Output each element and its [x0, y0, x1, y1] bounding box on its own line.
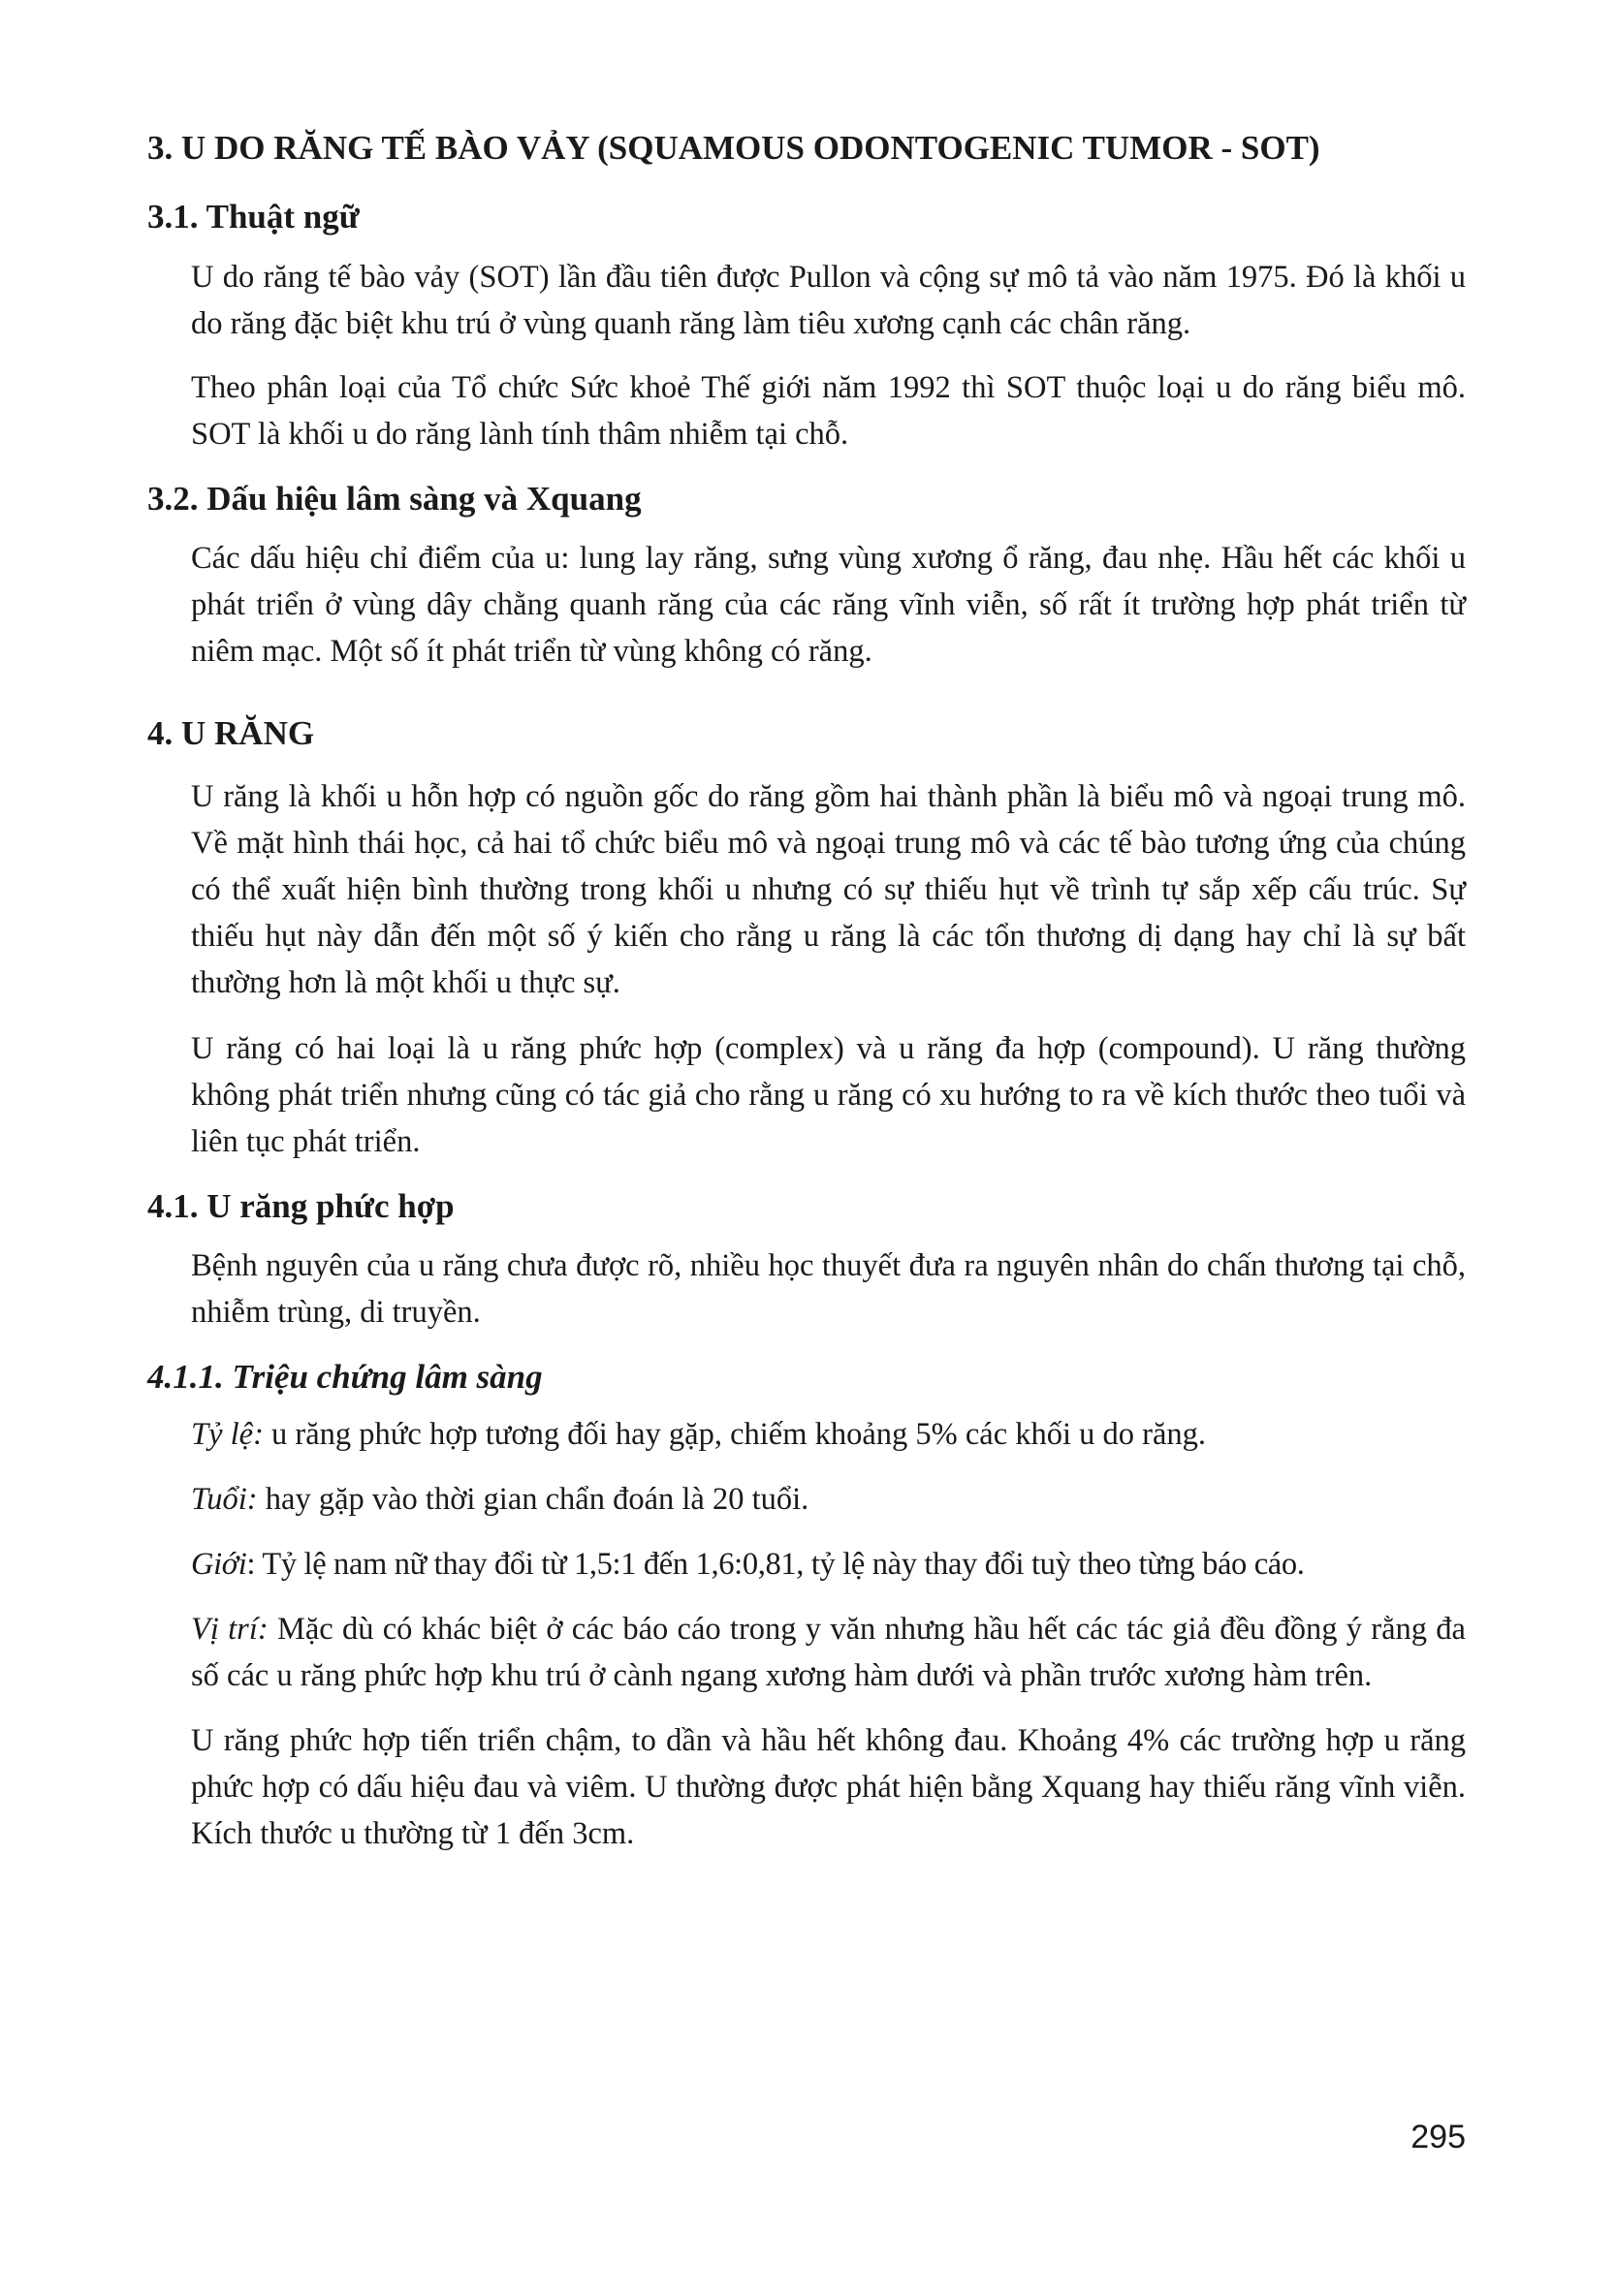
item-lead: Tỷ lệ: [191, 1417, 264, 1452]
symptom-item-age [147, 1476, 1466, 1523]
page-content [147, 128, 1466, 1857]
symptom-item-rate [147, 1411, 1466, 1458]
paragraph: Theo phân loại của Tổ chức Sức khoẻ Thế giới năm 1992 thì SOT thuộc loại u do răng biểu mô. SOT là khối u do răng lành tính thâm nhiễm tại chỗ. [191, 370, 1466, 452]
symptom-item-location [147, 1606, 1466, 1699]
subsubsection-4-1-1-heading: 4.1.1. Triệu chứng lâm sàng [147, 1358, 543, 1396]
paragraph: U răng phức hợp tiến triển chậm, to dần và hầu hết không đau. Khoảng 4% các trường hợp u răng phức hợp có dấu hiệu đau và viêm. U thường được phát hiện bằng Xquang hay thiếu răng vĩnh viễn. Kích thước u thường từ 1 đến 3cm. [191, 1723, 1466, 1851]
section-4-heading: 4. U RĂNG [147, 714, 315, 752]
paragraph: U do răng tế bào vảy (SOT) lần đầu tiên được Pullon và cộng sự mô tả vào năm 1975. Đó là khối u do răng đặc biệt khu trú ở vùng quanh răng làm tiêu xương cạnh các chân răng. [191, 260, 1466, 341]
subsection-3-2-heading: 3.2. Dấu hiệu lâm sàng và Xquang [147, 480, 642, 518]
paragraph: Các dấu hiệu chỉ điểm của u: lung lay răng, sưng vùng xương ổ răng, đau nhẹ. Hầu hết các khối u phát triển ở vùng dây chằng quanh răng của các răng vĩnh viễn, số rất ít trường hợp phát triển từ niêm mạc. Một số ít phát triển từ vùng không có răng. [191, 541, 1466, 669]
item-text: Mặc dù có khác biệt ở các báo cáo trong y văn nhưng hầu hết các tác giả đều đồng ý rằng đa số các u răng phức hợp khu trú ở cành ngang xương hàm dưới và phần trước xương hàm trên. [191, 1612, 1466, 1693]
item-text: u răng phức hợp tương đối hay gặp, chiếm khoảng 5% các khối u do răng. [263, 1417, 1207, 1452]
section-3-heading: 3. U DO RĂNG TẾ BÀO VẢY (SQUAMOUS ODONTOGENIC TUMOR - SOT) [147, 129, 1320, 167]
item-lead: Giới [191, 1547, 247, 1582]
subsection-4-1-heading: 4.1. U răng phức hợp [147, 1187, 455, 1225]
item-lead: Tuổi: [191, 1482, 258, 1517]
item-text: hay gặp vào thời gian chẩn đoán là 20 tuổi. [257, 1482, 809, 1517]
item-lead: Vị trí: [191, 1612, 269, 1647]
paragraph: Bệnh nguyên của u răng chưa được rõ, nhiều học thuyết đưa ra nguyên nhân do chấn thương tại chỗ, nhiễm trùng, di truyền. [191, 1248, 1466, 1330]
paragraph: U răng là khối u hỗn hợp có nguồn gốc do răng gồm hai thành phần là biểu mô và ngoại trung mô. Về mặt hình thái học, cả hai tổ chức biểu mô và ngoại trung mô và các tế bào tương ứng của chúng có thể xuất hiện bình thường trong khối u nhưng có sự thiếu hụt về trình tự sắp xếp cấu trúc. Sự thiếu hụt này dẫn đến một số ý kiến cho rằng u răng là các tổn thương dị dạng hay chỉ là sự bất thường hơn là một khối u thực sự. [191, 779, 1466, 1000]
paragraph: U răng có hai loại là u răng phức hợp (complex) và u răng đa hợp (compound). U răng thường không phát triển nhưng cũng có tác giả cho rằng u răng có xu hướng to ra về kích thước theo tuổi và liên tục phát triển. [191, 1031, 1466, 1159]
subsection-3-1-heading: 3.1. Thuật ngữ [147, 198, 360, 236]
symptom-item-gender [147, 1541, 1466, 1588]
item-text: : Tỷ lệ nam nữ thay đổi từ 1,5:1 đến 1,6:0,81, tỷ lệ này thay đổi tuỳ theo từng báo cáo. [246, 1547, 1305, 1582]
page-number: 295 [1410, 2119, 1466, 2155]
